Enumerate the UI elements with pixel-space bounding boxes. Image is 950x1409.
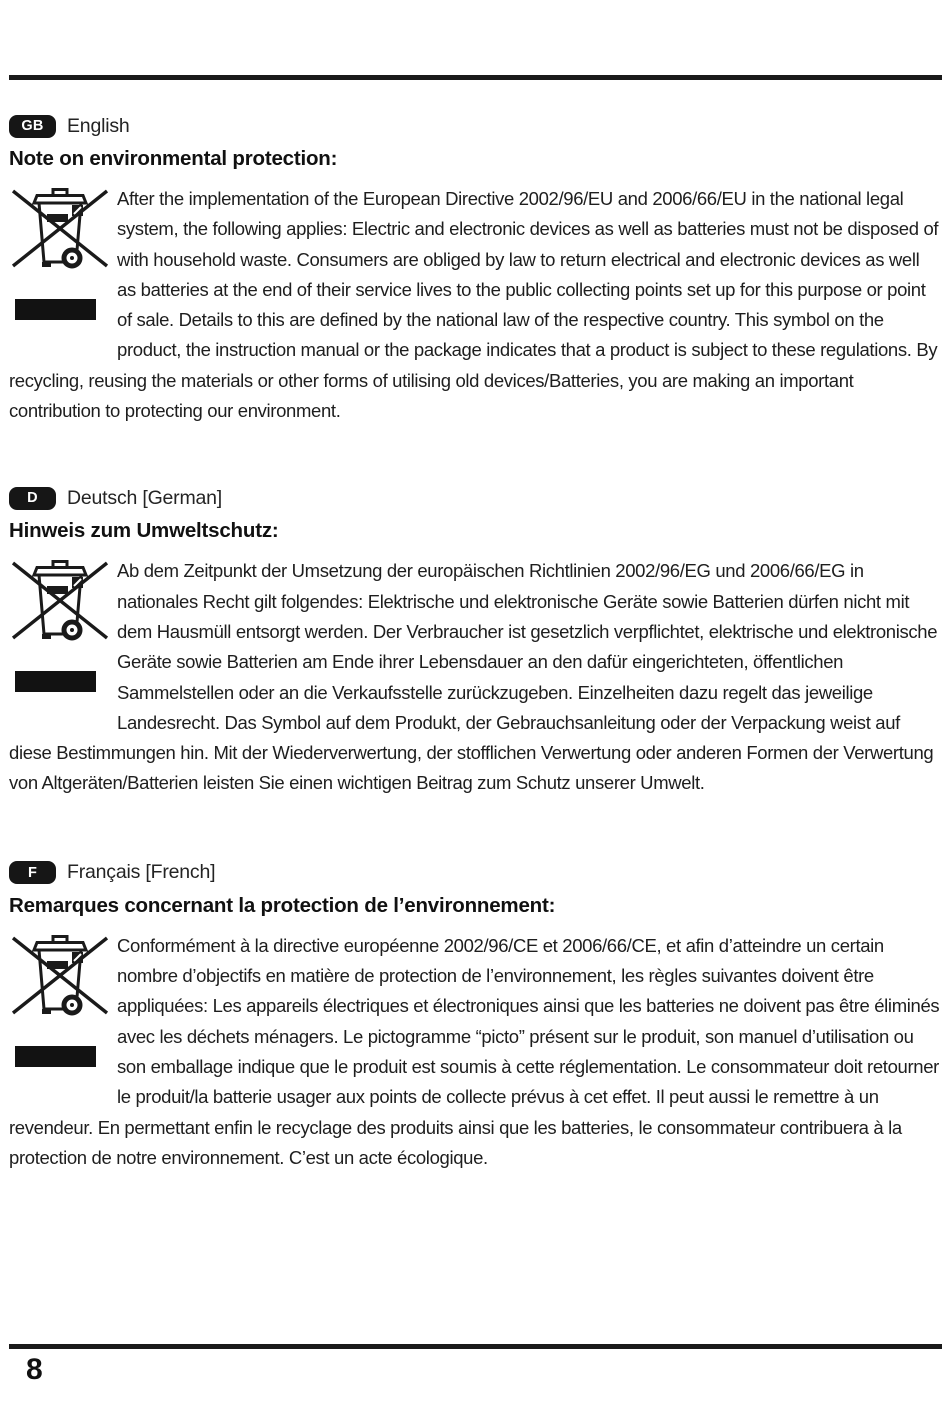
bin-foot	[42, 1009, 51, 1014]
weee-black-bar	[15, 671, 96, 692]
paragraph-text: Ab dem Zeitpunkt der Umsetzung der europäischen Richtlinien 2002/96/EG und 2006/66/EG in nationales Recht gilt folgendes: Elektrische und elektronische Geräte sowie Batterien dürfen nicht mit dem Hausmüll entsorgt werden. Der Verbraucher ist gesetzlich verpflichtet, elektrische und elektronische Geräte sowie Batterien am Ende ihrer Lebensdauer an den dafür eingerichteten, öffentlichen Sammelstellen oder an die Verkaufsstelle zurückzugeben. Einzelheiten dazu regelt das jeweilige Landesrecht. Das Symbol auf dem Produkt, der Gebrauchsanleitung oder der Verpackung weist auf diese Bestimmungen hin. Mit der Wiederverwertung, der stofflichen Verwertung oder anderen Formen der Verwertung von Altgeräten/Batterien leisten Sie einen wichtigen Beitrag zum Schutz unserer Umwelt.	[9, 560, 938, 794]
weee-icon-block	[9, 933, 117, 1085]
weee-black-bar	[15, 299, 96, 320]
section-heading: Remarques concernant la protection de l’environnement:	[9, 893, 556, 917]
crossed-out-wheeled-bin-icon	[9, 558, 111, 648]
section-french	[9, 861, 941, 1173]
section-paragraph	[9, 184, 941, 426]
language-name: Deutsch [German]	[67, 486, 223, 509]
weee-icon-block	[9, 558, 117, 710]
weee-icon-block	[9, 186, 117, 338]
language-row	[9, 114, 941, 138]
language-name: Français [French]	[67, 861, 216, 884]
language-row	[9, 861, 941, 885]
weee-black-bar	[15, 1046, 96, 1067]
language-row	[9, 486, 941, 510]
bin-foot	[42, 262, 51, 267]
section-heading: Note on environmental protection:	[9, 147, 338, 170]
crossed-out-wheeled-bin-icon	[9, 186, 111, 276]
section-paragraph	[9, 556, 941, 798]
section-paragraph	[9, 931, 941, 1173]
language-name: English	[67, 114, 130, 137]
bin-foot	[42, 634, 51, 639]
section-english	[9, 114, 941, 426]
language-badge-f: F	[9, 861, 56, 884]
page-number: 8	[26, 1353, 43, 1386]
section-german	[9, 486, 941, 798]
paragraph-text: Conformément à la directive européenne 2002/96/CE et 2006/66/CE, et afin d’atteindre un certain nombre d’objectifs en matière de protection de l’environnement, les règles suivantes doivent être appliquées: Les appareils électriques et électroniques ainsi que les batteries ne doivent pas être éliminés avec les déchets ménagers. Le pictogramme “picto” présent sur le produit, son manuel d’utilisation ou son emballage indique que le produit est soumis à cette réglementation. Le consommateur doit retourner le produit/la batterie usager aux points de collecte prévus à cet effet. Il peut aussi le remettre à un revendeur. En permettant enfin le recyclage des produits ainsi que les batteries, le consommateur contribuera à la protection de notre environnement. C’est un acte écologique.	[9, 934, 940, 1168]
crossed-out-wheeled-bin-icon	[9, 933, 111, 1023]
section-heading: Hinweis zum Umweltschutz:	[9, 519, 279, 543]
page-content	[9, 80, 941, 1173]
language-badge-gb: GB	[9, 115, 56, 138]
bottom-rule	[9, 1344, 942, 1349]
paragraph-text: After the implementation of the European Directive 2002/96/EU and 2006/66/EU in the national legal system, the following applies: Electric and electronic devices as well as batteries must not be disposed of with household waste. Consumers are obliged by law to return electrical and electronic devices as well as batteries at the end of their service lives to the public collecting points set up for this purpose or point of sale. Details to this are defined by the national law of the respective country. This symbol on the product, the instruction manual or the package indicates that a product is subject to these regulations. By recycling, reusing the materials or other forms of utilising old devices/Batteries, you are making an important contribution to protecting our environment.	[9, 188, 939, 422]
language-badge-d: D	[9, 487, 56, 510]
